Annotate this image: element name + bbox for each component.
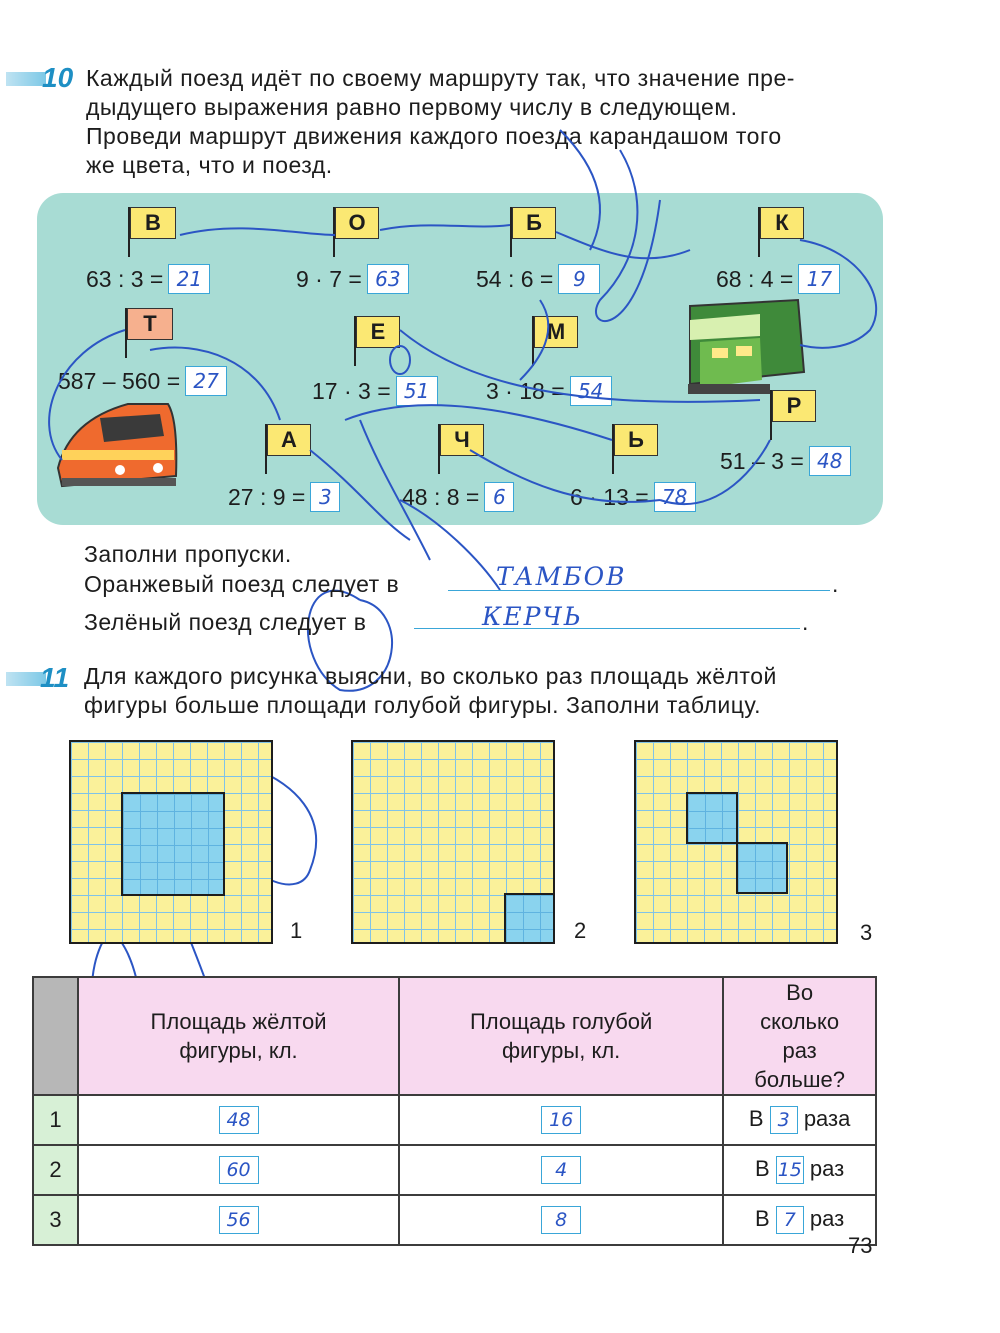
answer-box[interactable]: 54	[570, 376, 612, 406]
task-10-number: 10	[42, 62, 74, 93]
task-11-line: фигуры больше площади голубой фигуры. Заполни таблицу.	[84, 692, 761, 718]
answer-box[interactable]: 8	[541, 1206, 581, 1234]
station-letter: М	[534, 316, 578, 348]
orange-answer-text: ТАМБОВ	[496, 562, 627, 591]
expression-text: 48 : 8 =	[402, 483, 480, 510]
station-letter: Р	[772, 390, 816, 422]
task-10-line: дыдущего выражения равно первому числу в следующем.	[86, 94, 738, 120]
station-letter: А	[267, 424, 311, 456]
answer-box[interactable]: 60	[219, 1156, 259, 1184]
results-table	[32, 976, 877, 1246]
table-row	[33, 1145, 876, 1195]
ratio-prefix: В	[754, 1155, 770, 1181]
answer-box[interactable]: 48	[809, 446, 851, 476]
green-answer-text: КЕРЧЬ	[482, 602, 583, 631]
answer-box[interactable]: 17	[798, 264, 840, 294]
task-11-text	[84, 662, 884, 720]
row-number: 1	[33, 1095, 78, 1145]
answer-box[interactable]: 51	[396, 376, 438, 406]
answer-box[interactable]: 4	[541, 1156, 581, 1184]
expression-text: 587 – 560 =	[58, 367, 181, 394]
figure-3-label: 3	[860, 920, 873, 945]
cell-yellow-area	[78, 1195, 399, 1245]
station-letter: К	[760, 207, 804, 239]
ratio-suffix: раз	[809, 1205, 845, 1231]
figure-1-blue-square	[121, 792, 225, 896]
expression-text: 3 · 18 =	[486, 377, 565, 404]
station-letter: Е	[356, 316, 400, 348]
ratio-suffix: раза	[803, 1105, 851, 1131]
fill-green-dot: .	[802, 609, 809, 635]
fill-orange-dot: .	[832, 571, 839, 597]
green-train-icon	[688, 300, 804, 394]
answer-box[interactable]: 3	[770, 1106, 798, 1134]
table-header-row	[33, 977, 876, 1095]
figure-1-label: 1	[290, 918, 303, 943]
fill-intro: Заполни пропуски.	[84, 541, 292, 567]
answer-box[interactable]: 56	[219, 1206, 259, 1234]
green-answer-line[interactable]	[414, 628, 800, 629]
task-11-line: Для каждого рисунка выясни, во сколько раз площадь жёлтой	[84, 663, 777, 689]
figure-2-label: 2	[574, 918, 587, 943]
figure-1-grid	[69, 740, 273, 944]
figure-3-blue-square-top	[686, 792, 738, 844]
row-number: 2	[33, 1145, 78, 1195]
answer-box[interactable]: 15	[776, 1156, 804, 1184]
expression-text: 68 : 4 =	[716, 265, 794, 292]
answer-box[interactable]: 27	[185, 366, 227, 396]
ratio-prefix: В	[754, 1205, 770, 1231]
ratio-prefix: В	[748, 1105, 764, 1131]
expression-text: 54 : 6 =	[476, 265, 554, 292]
station-letter: Ь	[614, 424, 658, 456]
page-number: 73	[848, 1233, 873, 1258]
cell-yellow-area	[78, 1095, 399, 1145]
table-row	[33, 1095, 876, 1145]
row-number: 3	[33, 1195, 78, 1245]
task-11-number: 11	[40, 662, 70, 693]
expression-text: 9 · 7 =	[296, 265, 362, 292]
expression-text: 27 : 9 =	[228, 483, 306, 510]
cell-blue-area	[399, 1145, 723, 1195]
station-letter: Т	[127, 308, 173, 340]
figure-2-grid	[351, 740, 555, 944]
task-10-line: же цвета, что и поезд.	[86, 152, 333, 178]
figure-3-blue-square-bottom	[736, 842, 788, 894]
fill-orange-label: Оранжевый поезд следует в	[84, 571, 400, 597]
expression-text: 51 – 3 =	[720, 447, 804, 474]
station-letter: Б	[512, 207, 556, 239]
expression-text: 17 · 3 =	[312, 377, 391, 404]
answer-box[interactable]: 3	[310, 482, 340, 512]
cell-ratio	[723, 1145, 876, 1195]
header-ratio: Во сколько раз больше?	[723, 977, 876, 1095]
answer-box[interactable]: 78	[654, 482, 696, 512]
station-letter: В	[130, 207, 176, 239]
cell-blue-area	[399, 1095, 723, 1145]
station-letter: О	[335, 207, 379, 239]
answer-box[interactable]: 6	[484, 482, 514, 512]
figure-2-blue-square	[504, 893, 555, 944]
task-10-line: Проведи маршрут движения каждого поезда карандашом того	[86, 123, 782, 149]
ratio-suffix: раз	[809, 1155, 845, 1181]
answer-box[interactable]: 16	[541, 1106, 581, 1134]
answer-box[interactable]: 63	[367, 264, 409, 294]
orange-train-icon	[58, 404, 176, 486]
table-row	[33, 1195, 876, 1245]
header-blue-area: Площадь голубой фигуры, кл.	[399, 977, 723, 1095]
expression-text: 6 · 13 =	[570, 483, 649, 510]
header-yellow-area: Площадь жёлтой фигуры, кл.	[78, 977, 399, 1095]
answer-box[interactable]: 21	[168, 264, 210, 294]
cell-blue-area	[399, 1195, 723, 1245]
figure-3-grid	[634, 740, 838, 944]
table-corner-cell	[33, 977, 78, 1095]
station-letter: Ч	[440, 424, 484, 456]
answer-box[interactable]: 9	[558, 264, 600, 294]
answer-box[interactable]: 48	[219, 1106, 259, 1134]
answer-box[interactable]: 7	[776, 1206, 804, 1234]
cell-yellow-area	[78, 1145, 399, 1195]
task-10-line: Каждый поезд идёт по своему маршруту так, что значение пре-	[86, 65, 795, 91]
expression-text: 63 : 3 =	[86, 265, 164, 292]
cell-ratio	[723, 1095, 876, 1145]
fill-green-label: Зелёный поезд следует в	[84, 609, 367, 635]
